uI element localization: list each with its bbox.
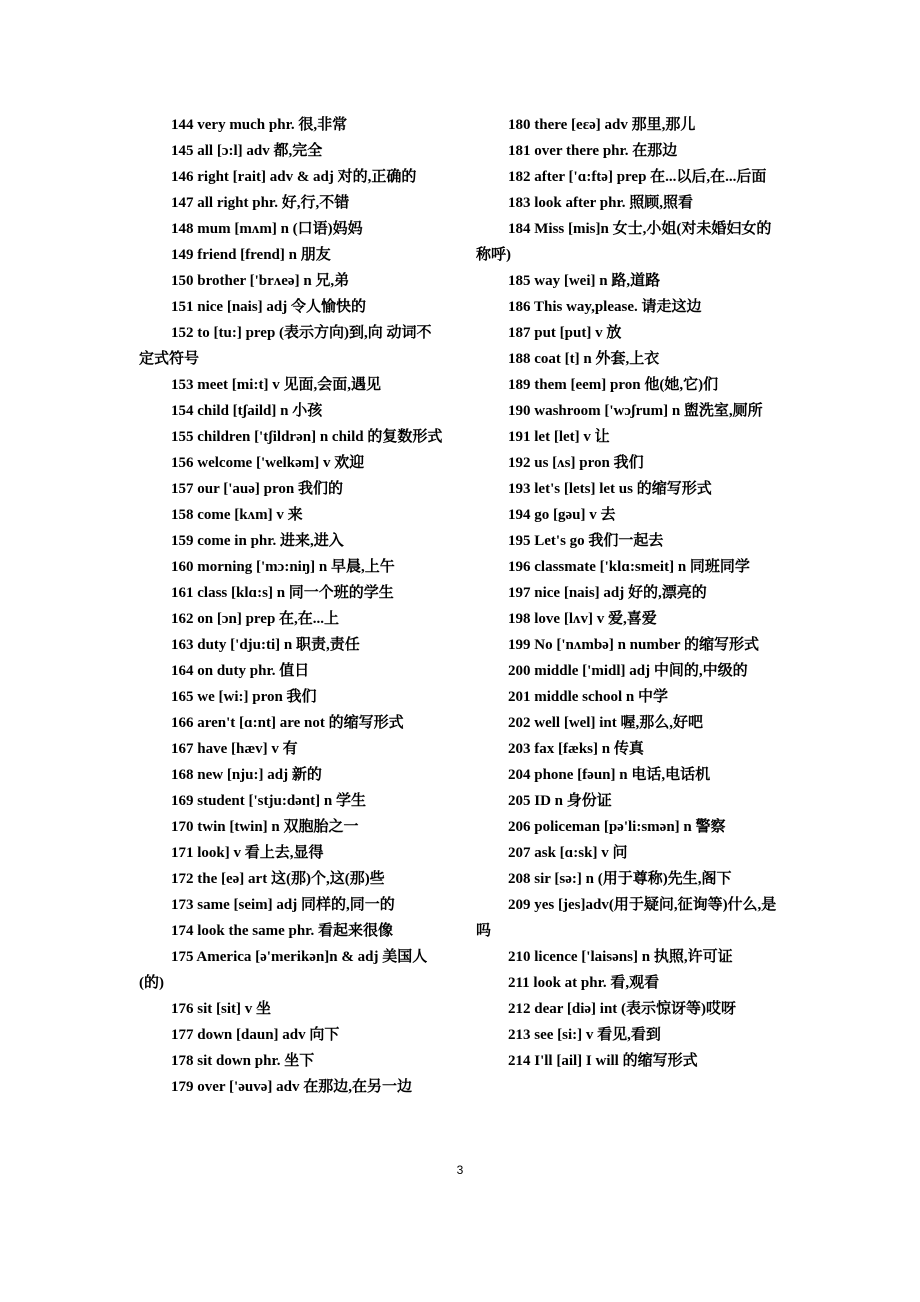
vocab-entry: 203 fax [fæks] n 传真 [508,741,644,757]
vocabulary-column-left [139,112,445,1100]
vocab-entry: 201 middle school n 中学 [508,689,669,705]
vocab-entry: 187 put [put] v 放 [508,325,622,341]
vocab-entry: 153 meet [mi:t] v 见面,会面,遇见 [171,377,381,393]
vocab-entry: 183 look after phr. 照顾,照看 [508,195,694,211]
vocab-entry: 193 let's [lets] let us 的缩写形式 [508,481,712,497]
vocab-entry: 177 down [daun] adv 向下 [171,1027,340,1043]
vocab-entry: 188 coat [t] n 外套,上衣 [508,351,660,367]
vocab-entry: 214 I'll [ail] I will 的缩写形式 [508,1053,698,1069]
vocab-entry: 179 over ['əuvə] adv 在那边,在另一边 [171,1079,412,1095]
vocab-entry: 191 let [let] v 让 [508,429,610,445]
vocab-entry: 206 policeman [pə'li:smən] n 警察 [508,819,726,835]
vocab-entry: 190 washroom ['wɔʃrum] n 盥洗室,厕所 [508,403,763,419]
vocab-entry: 198 love [lʌv] v 爱,喜爱 [508,611,657,627]
vocab-entry: 176 sit [sit] v 坐 [171,1001,271,1017]
vocab-entry: 150 brother ['brʌeə] n 兄,弟 [171,273,350,289]
vocab-entry: 169 student ['stju:dənt] n 学生 [171,793,367,809]
vocab-entry: 165 we [wi:] pron 我们 [171,689,317,705]
vocab-entry: 212 dear [diə] int (表示惊讶等)哎呀 [508,1001,737,1017]
vocab-entry: 155 children ['tʃildrən] n child 的复数形式 [171,429,443,445]
vocab-entry: 168 new [nju:] adj 新的 [171,767,322,783]
vocab-entry: 154 child [tʃaild] n 小孩 [171,403,323,419]
vocab-entry: 186 This way,please. 请走这边 [508,299,702,315]
vocab-entry: 202 well [wel] int 喔,那么,好吧 [508,715,703,731]
vocab-entry: 189 them [eem] pron 他(她,它)们 [508,377,719,393]
vocab-entry: 211 look at phr. 看,观看 [508,975,660,991]
vocab-entry: 149 friend [frend] n 朋友 [171,247,331,263]
vocab-entry: 185 way [wei] n 路,道路 [508,273,661,289]
vocab-entry: 213 see [si:] v 看见,看到 [508,1027,661,1043]
vocab-entry: 166 aren't [ɑ:nt] are not 的缩写形式 [171,715,404,731]
vocab-entry: 173 same [seim] adj 同样的,同一的 [171,897,395,913]
vocab-entry: 182 after ['ɑ:ftə] prep 在...以后,在...后面 [508,169,767,185]
vocab-entry: 151 nice [nais] adj 令人愉快的 [171,299,367,315]
vocab-entry: 210 licence ['laisəns] n 执照,许可证 [508,949,733,965]
vocab-entry: 170 twin [twin] n 双胞胎之一 [171,819,359,835]
vocab-entry: 162 on [ɔn] prep 在,在...上 [171,611,340,627]
vocab-entry: 181 over there phr. 在那边 [508,143,678,159]
vocab-entry: 144 very much phr. 很,非常 [171,117,348,133]
vocab-entry: 194 go [gəu] v 去 [508,507,616,523]
vocab-entry: 152 to [tu:] prep (表示方向)到,向 动词不定式符号 [139,325,432,367]
vocab-entry: 180 there [eεə] adv 那里,那儿 [508,117,696,133]
vocab-entry: 195 Let's go 我们一起去 [508,533,664,549]
vocab-entry: 145 all [ɔ:l] adv 都,完全 [171,143,323,159]
vocab-entry: 192 us [ʌs] pron 我们 [508,455,644,471]
vocab-entry: 161 class [klɑ:s] n 同一个班的学生 [171,585,394,601]
vocab-entry: 160 morning ['mɔ:niŋ] n 早晨,上午 [171,559,395,575]
vocab-entry: 172 the [eə] art 这(那)个,这(那)些 [171,871,385,887]
vocab-entry: 163 duty ['dju:ti] n 职责,责任 [171,637,360,653]
page-number: 3 [456,1163,464,1177]
vocab-entry: 146 right [rait] adv & adj 对的,正确的 [171,169,417,185]
vocab-entry: 178 sit down phr. 坐下 [171,1053,315,1069]
vocab-entry: 204 phone [fəun] n 电话,电话机 [508,767,711,783]
vocab-entry: 157 our ['auə] pron 我们的 [171,481,343,497]
vocab-entry: 205 ID n 身份证 [508,793,612,809]
vocab-entry: 199 No ['nʌmbə] n number 的缩写形式 [508,637,759,653]
vocab-entry: 208 sir [sə:] n (用于尊称)先生,阁下 [508,871,732,887]
vocabulary-column-right [476,112,782,1074]
vocab-entry: 156 welcome ['welkəm] v 欢迎 [171,455,365,471]
vocab-entry: 167 have [hæv] v 有 [171,741,298,757]
vocab-entry: 159 come in phr. 进来,进入 [171,533,344,549]
vocab-entry: 196 classmate ['klɑ:smeit] n 同班同学 [508,559,750,575]
vocab-entry: 164 on duty phr. 值日 [171,663,310,679]
vocab-entry: 207 ask [ɑ:sk] v 问 [508,845,628,861]
vocab-entry: 209 yes [jes]adv(用于疑问,征询等)什么,是吗 [476,897,777,939]
vocab-entry: 171 look] v 看上去,显得 [171,845,324,861]
vocab-entry: 175 America [ə'merikən]n & adj 美国人(的) [139,949,428,991]
vocab-entry: 184 Miss [mis]n 女士,小姐(对未婚妇女的称呼) [476,221,772,263]
vocab-entry: 148 mum [mʌm] n (口语)妈妈 [171,221,363,237]
vocab-entry: 200 middle ['midl] adj 中间的,中级的 [508,663,748,679]
vocab-entry: 147 all right phr. 好,行,不错 [171,195,350,211]
vocab-entry: 197 nice [nais] adj 好的,漂亮的 [508,585,707,601]
vocab-entry: 174 look the same phr. 看起来很像 [171,923,393,939]
vocab-entry: 158 come [kʌm] v 来 [171,507,303,523]
